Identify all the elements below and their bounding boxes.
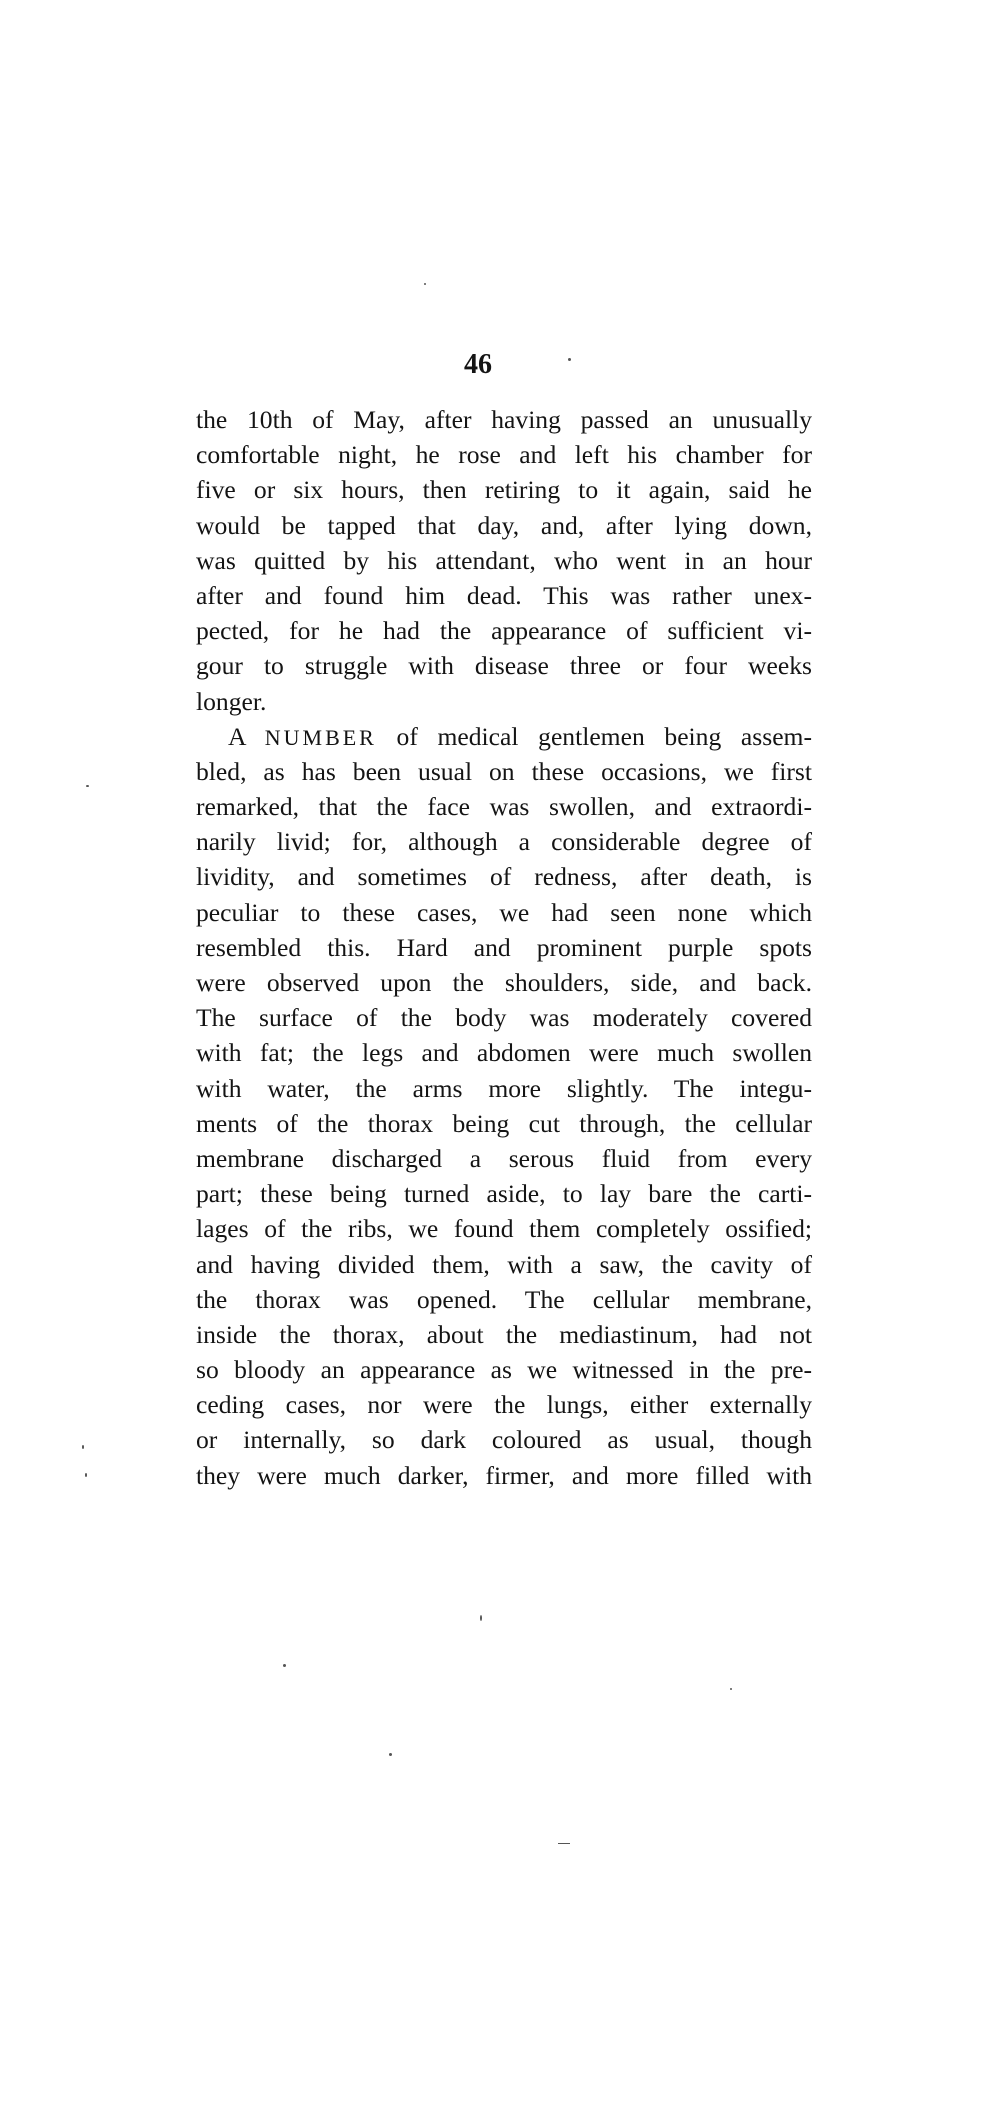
text-line: and having divided them, with a saw, the cavity of	[196, 1249, 812, 1279]
text-line: the 10th of May, after having passed an unusually	[196, 405, 812, 434]
paragraph-1	[196, 402, 812, 719]
paragraph-2	[196, 719, 812, 1493]
text-line: peculiar to these cases, we had seen none which	[196, 897, 812, 927]
paragraph-lead-smallcaps: NUMBER	[264, 724, 377, 750]
paragraph-lead-word: A	[228, 721, 246, 751]
text-line: gour to struggle with disease three or four weeks	[196, 651, 812, 681]
body-text	[196, 402, 812, 1493]
text-line: part; these being turned aside, to lay bare the carti-	[196, 1179, 812, 1209]
text-line: longer.	[196, 686, 267, 716]
text-line: or internally, so dark coloured as usual, though	[196, 1425, 812, 1455]
text-line: ceding cases, nor were the lungs, either externally	[196, 1390, 812, 1420]
text-line: was quitted by his attendant, who went in an hour	[196, 545, 812, 575]
text-line: five or six hours, then retiring to it again, said he	[196, 475, 812, 505]
scan-speck	[389, 1753, 392, 1756]
text-line: with water, the arms more slightly. The integu-	[196, 1073, 812, 1103]
text-line: would be tapped that day, and, after lying down,	[196, 510, 812, 540]
text-line: narily livid; for, although a considerable degree of	[196, 827, 812, 857]
scan-speck	[86, 785, 89, 787]
scan-speck	[85, 1473, 87, 1477]
page-number: 46	[464, 349, 492, 380]
paragraph-first-line-rest: of medical gentlemen being assem-	[396, 721, 812, 751]
scan-speck	[283, 1664, 286, 1667]
text-line: membrane discharged a serous fluid from every	[196, 1143, 812, 1173]
text-line: resembled this. Hard and prominent purple spots	[196, 932, 812, 962]
text-line: lages of the ribs, we found them completely ossified;	[196, 1214, 812, 1244]
text-line: lividity, and sometimes of redness, after death, is	[196, 862, 812, 892]
text-line: so bloody an appearance as we witnessed in the pre-	[196, 1355, 812, 1385]
text-line: ments of the thorax being cut through, the cellular	[196, 1108, 812, 1138]
text-line: bled, as has been usual on these occasions, we first	[196, 756, 812, 786]
text-line: pected, for he had the appearance of sufficient vi-	[196, 616, 812, 646]
text-line: The surface of the body was moderately covered	[196, 1003, 812, 1033]
text-line: inside the thorax, about the mediastinum, had not	[196, 1319, 812, 1349]
text-line: with fat; the legs and abdomen were much swollen	[196, 1038, 812, 1068]
scan-speck	[82, 1445, 84, 1449]
scan-speck	[558, 1843, 570, 1844]
text-line: comfortable night, he rose and left his chamber for	[196, 440, 812, 470]
text-line: they were much darker, firmer, and more filled with	[196, 1460, 812, 1490]
scan-speck	[424, 283, 426, 285]
text-line: the thorax was opened. The cellular membrane,	[196, 1284, 812, 1314]
text-line	[196, 719, 812, 754]
text-line: after and found him dead. This was rather unex-	[196, 580, 812, 610]
scan-speck	[568, 358, 571, 361]
scan-speck	[730, 1688, 732, 1690]
scan-speck	[480, 1615, 482, 1621]
text-line: were observed upon the shoulders, side, and back.	[196, 968, 812, 997]
text-line: remarked, that the face was swollen, and extraordi-	[196, 792, 812, 822]
